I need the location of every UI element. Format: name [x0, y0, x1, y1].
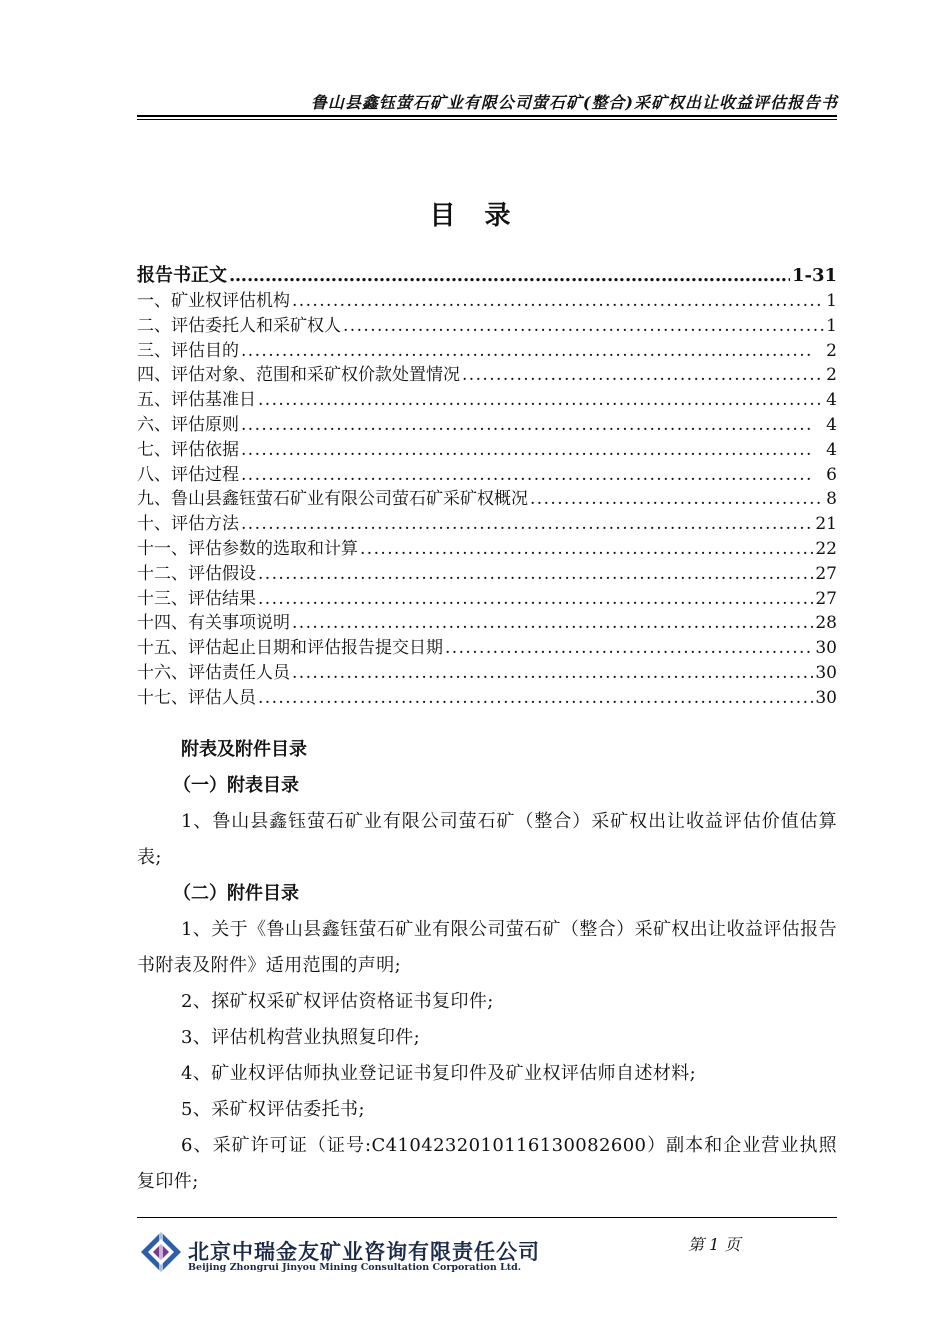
toc-leader-dots	[258, 686, 813, 711]
toc-entry-page: 2	[826, 365, 837, 386]
toc-leader-dots	[360, 537, 813, 562]
toc-leader-dots	[292, 611, 813, 636]
toc-entry-label: 八、评估过程	[137, 464, 239, 485]
toc-entry-label: 十一、评估参数的选取和计算	[137, 538, 358, 559]
toc-entry-page: 8	[826, 489, 837, 510]
toc-entry-page: 30	[815, 687, 837, 708]
toc-entry-page: 2	[826, 340, 837, 361]
toc-entry-label: 十六、评估责任人员	[137, 662, 290, 683]
toc-leader-dots	[241, 339, 824, 364]
toc-entry-label: 十三、评估结果	[137, 588, 256, 609]
toc-entry[interactable]	[137, 314, 837, 339]
company-name-en: Beijing Zhongrui Jinyou Mining Consultation Corporation Ltd.	[188, 1262, 522, 1273]
toc-entry[interactable]	[137, 636, 837, 661]
toc-heading: 目 录	[429, 201, 521, 231]
attachment-item: 5、采矿权评估委托书;	[181, 1099, 365, 1120]
toc-entry-label: 六、评估原则	[137, 414, 239, 435]
toc-entry-page: 28	[815, 613, 837, 634]
toc-leader-dots	[445, 636, 813, 661]
toc-entry-label: 十五、评估起止日期和评估报告提交日期	[137, 638, 443, 659]
toc-entry[interactable]	[137, 487, 837, 512]
toc-entry[interactable]	[137, 562, 837, 587]
company-logo-icon	[140, 1231, 182, 1273]
footer-divider	[137, 1217, 837, 1218]
toc-entry-list	[137, 289, 837, 711]
attachment-item: 3、评估机构营业执照复印件;	[181, 1027, 421, 1048]
toc-leader-dots	[241, 413, 824, 438]
toc-entry[interactable]	[137, 686, 837, 711]
toc-entry-page: 1	[826, 315, 837, 336]
toc-leader-dots	[241, 512, 813, 537]
toc-entry-page: 6	[826, 464, 837, 485]
company-name-cn: 北京中瑞金友矿业咨询有限责任公司	[188, 1240, 540, 1264]
toc-leader-dots	[229, 262, 790, 289]
attachment-item: 1、关于《鲁山县鑫钰萤石矿业有限公司萤石矿（整合）采矿权出让收益评估报告书附表及附件》适用范围的声明;	[137, 919, 837, 976]
toc-entry-label: 十七、评估人员	[137, 687, 256, 708]
schedule-item: 1、鲁山县鑫钰萤石矿业有限公司萤石矿（整合）采矿权出让收益评估价值估算表;	[137, 811, 837, 868]
toc-leader-dots	[241, 463, 824, 488]
page-number: 第 1 页	[688, 1235, 741, 1254]
toc-entry-label: 七、评估依据	[137, 439, 239, 460]
toc-entry[interactable]	[137, 339, 837, 364]
attachment-item: 6、采矿许可证（证号:C4104232010116130082600）副本和企业营业执照复印件;	[137, 1135, 837, 1192]
toc-leader-dots	[258, 587, 813, 612]
toc-entry-page: 27	[815, 588, 837, 609]
toc-entry-label: 四、评估对象、范围和采矿权价款处置情况	[137, 365, 460, 386]
report-running-title: 鲁山县鑫钰萤石矿业有限公司萤石矿(整合)采矿权出让收益评估报告书	[310, 93, 838, 112]
header-divider	[137, 115, 837, 117]
header-divider-thin	[137, 119, 837, 120]
toc-entry[interactable]	[137, 363, 837, 388]
attachment-item: 4、矿业权评估师执业登记证书复印件及矿业权评估师自述材料;	[181, 1063, 697, 1084]
toc-entry-page: 22	[815, 538, 837, 559]
toc-entry-label: 三、评估目的	[137, 340, 239, 361]
toc-leader-dots	[343, 314, 824, 339]
toc-entry[interactable]	[137, 388, 837, 413]
toc-entry-label: 九、鲁山县鑫钰萤石矿业有限公司萤石矿采矿权概况	[137, 489, 528, 510]
attachments-heading: （二）附件目录	[173, 883, 299, 904]
toc-entry-page: 4	[826, 414, 837, 435]
toc-main-entry[interactable]	[137, 262, 837, 289]
toc-entry[interactable]	[137, 537, 837, 562]
toc-entry-label: 十四、有关事项说明	[137, 613, 290, 634]
toc-entry[interactable]	[137, 289, 837, 314]
toc-entry-label: 五、评估基准日	[137, 390, 256, 411]
schedules-list	[137, 804, 837, 876]
toc-entry-page: 1-31	[791, 265, 837, 286]
toc-entry-page: 21	[815, 514, 837, 535]
toc-leader-dots	[292, 289, 824, 314]
toc-entry[interactable]	[137, 463, 837, 488]
toc-entry-page: 30	[815, 662, 837, 683]
toc-entry-page: 4	[826, 390, 837, 411]
toc-entry-page: 30	[815, 638, 837, 659]
toc-entry-page: 1	[826, 291, 837, 311]
toc-entry[interactable]	[137, 587, 837, 612]
toc-entry-label: 十、评估方法	[137, 514, 239, 535]
toc-entry[interactable]	[137, 611, 837, 636]
toc-entry[interactable]	[137, 512, 837, 537]
toc-leader-dots	[292, 661, 813, 686]
toc-entry-label: 二、评估委托人和采矿权人	[137, 315, 341, 336]
toc-entry[interactable]	[137, 413, 837, 438]
toc-entry-page: 4	[826, 439, 837, 460]
appendix-section	[137, 732, 837, 1200]
attachments-list	[137, 912, 837, 1200]
toc-entry[interactable]	[137, 438, 837, 463]
toc-entry-label: 报告书正文	[137, 265, 227, 286]
toc-entry[interactable]	[137, 661, 837, 686]
toc-leader-dots	[258, 388, 824, 413]
table-of-contents	[137, 262, 837, 711]
schedules-heading: （一）附表目录	[173, 775, 299, 796]
toc-leader-dots	[462, 363, 824, 388]
toc-entry-label: 十二、评估假设	[137, 563, 256, 584]
toc-leader-dots	[241, 438, 824, 463]
toc-leader-dots	[258, 562, 813, 587]
toc-entry-label: 一、矿业权评估机构	[137, 291, 290, 311]
toc-leader-dots	[530, 487, 824, 512]
attachment-item: 2、探矿权采矿权评估资格证书复印件;	[181, 991, 494, 1012]
toc-entry-page: 27	[815, 563, 837, 584]
appendix-title: 附表及附件目录	[181, 739, 307, 760]
